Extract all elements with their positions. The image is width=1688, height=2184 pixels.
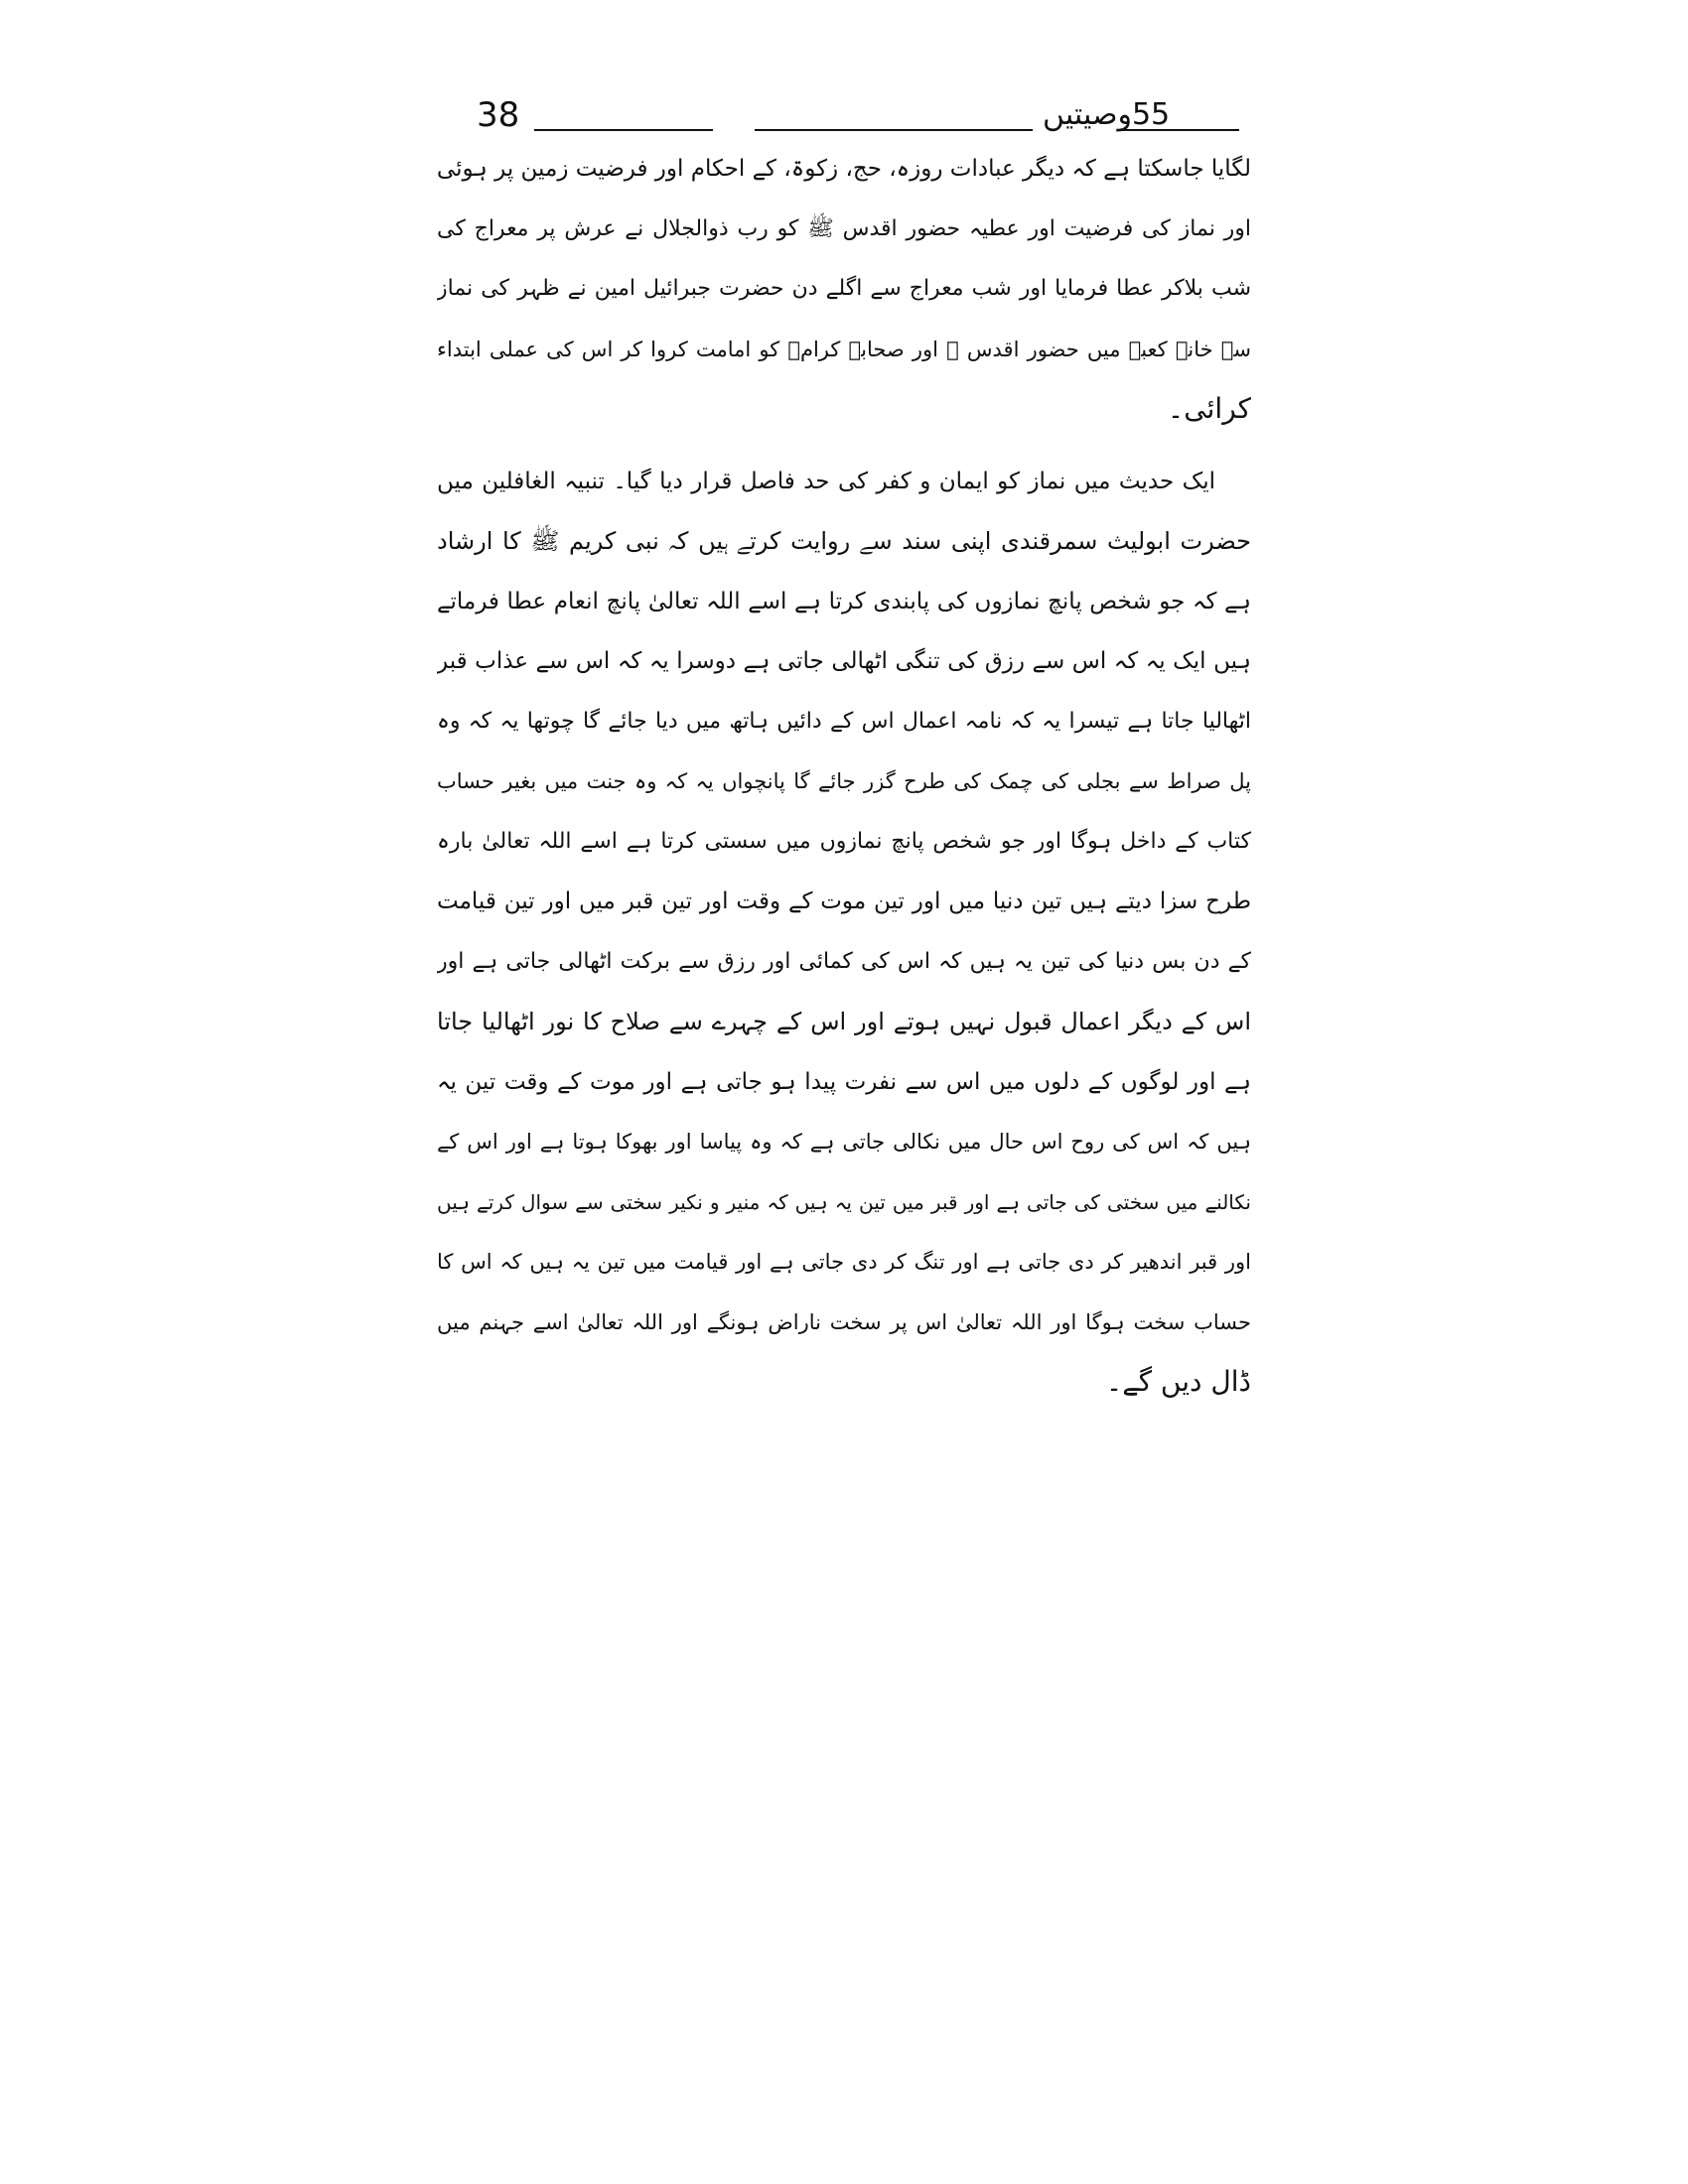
header-rule [534, 129, 713, 131]
text-line: ہے کہ جو شخص پانچ نمازوں کی پابندی کرتا ہے اسے اللہ تعالیٰ پانچ انعام عطا فرماتے [437, 588, 1251, 614]
text-line: ہیں کہ اس کی روح اس حال میں نکالی جاتی ہے کہ وہ پیاسا اور بھوکا ہوتا ہے اور اس کے [437, 1130, 1251, 1154]
body-text [437, 139, 1251, 1413]
text-line: کے دن بس دنیا کی تین یہ ہیں کہ اس کی کمائی اور رزق سے برکت اٹھالی جاتی ہے اور [437, 948, 1251, 974]
text-line: حساب سخت ہوگا اور اللہ تعالیٰ اس پر سخت ناراض ہونگے اور اللہ تعالیٰ اسے جہنم میں [437, 1309, 1251, 1334]
text-line: اور نماز کی فرضیت اور عطیہ حضور اقدس ﷺ کو رب ذوالجلال نے عرش پر معراج کی [437, 215, 1251, 241]
paragraph [437, 452, 1251, 1413]
running-header [467, 95, 1241, 141]
page-number: 38 [477, 95, 520, 135]
text-line: ہے اور لوگوں کے دلوں میں اس سے نفرت پیدا ہو جاتی ہے اور موت کے وقت تین یہ [437, 1068, 1251, 1095]
header-rule [1122, 129, 1239, 131]
text-line: ایک حدیث میں نماز کو ایمان و کفر کی حد فاصل قرار دیا گیا۔ تنبیہ الغافلین میں [437, 468, 1215, 494]
paragraph [437, 139, 1251, 440]
running-title: 55وصیتیں [1043, 97, 1171, 132]
text-line: اس کے دیگر اعمال قبول نہیں ہوتے اور اس کے چہرے سے صلاح کا نور اٹھالیا جاتا [437, 1008, 1251, 1035]
text-line: شب بلاکر عطا فرمایا اور شب معراج سے اگلے دن حضرت جبرائیل امین نے ظہر کی نماز [437, 276, 1251, 301]
text-line: ہیں ایک یہ کہ اس سے رزق کی تنگی اٹھالی جاتی ہے دوسرا یہ کہ اس سے عذاب قبر [437, 648, 1251, 674]
text-line: طرح سزا دیتے ہیں تین دنیا میں اور تین موت کے وقت اور تین قبر میں اور تین قیامت [437, 888, 1251, 914]
text-line: پل صراط سے بجلی کی چمک کی طرح گزر جائے گا پانچواں یہ کہ وہ جنت میں بغیر حساب [437, 769, 1251, 793]
text-line: سے خانہ کعبہ میں حضور اقدس ﷺ اور صحابہ کرامؓ کو امامت کروا کر اس کی عملی ابتداء [437, 337, 1251, 361]
text-line: نکالنے میں سختی کی جاتی ہے اور قبر میں تین یہ ہیں کہ منیر و نکیر سختی سے سوال کرتے ہیں [437, 1189, 1251, 1214]
text-line: کتاب کے داخل ہوگا اور جو شخص پانچ نمازوں میں سستی کرتا ہے اسے اللہ تعالیٰ بارہ [437, 828, 1251, 854]
text-line: کرائی۔ [1167, 392, 1251, 425]
header-rule [755, 129, 1033, 131]
text-line: اور قبر اندھیر کر دی جاتی ہے اور تنگ کر دی جاتی ہے اور قیامت میں تین یہ ہیں کہ اس کا [437, 1250, 1251, 1274]
text-line: اٹھالیا جاتا ہے تیسرا یہ کہ نامہ اعمال اس کے دائیں ہاتھ میں دیا جائے گا چوتھا یہ کہ وہ [437, 708, 1251, 734]
text-line: حضرت ابولیث سمرقندی اپنی سند سے روایت کرتے ہیں کہ نبی کریم ﷺ کا ارشاد [437, 527, 1251, 555]
text-line: لگایا جاسکتا ہے کہ دیگر عبادات روزہ، حج، زکوۃ، کے احکام اور فرضیت زمین پر ہوئی [437, 156, 1251, 182]
text-line: ڈال دیں گے۔ [1105, 1365, 1251, 1398]
paragraph-gap [437, 440, 1251, 452]
